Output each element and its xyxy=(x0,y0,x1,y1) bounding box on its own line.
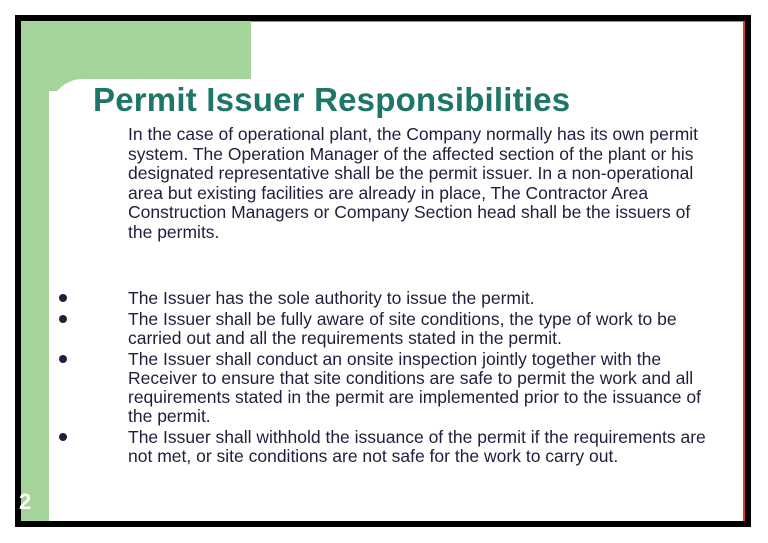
green-side-bar xyxy=(21,21,49,521)
bullet-list xyxy=(51,289,715,468)
bullet-item xyxy=(51,310,715,348)
bullet-icon xyxy=(59,355,67,363)
bullet-text: The Issuer shall withhold the issuance of the permit if the requirements are not met, or site conditions are not safe for the work to carry out. xyxy=(128,427,706,466)
red-border-top xyxy=(251,21,745,22)
bullet-text: The Issuer shall conduct an onsite inspection jointly together with the Receiver to ensure that site conditions are safe to permit the work and all requirements stated in the permit are implemented prior to the issuance of the permit. xyxy=(128,349,701,426)
slide xyxy=(21,21,745,521)
bullet-icon xyxy=(59,433,67,441)
bullet-text: The Issuer shall be fully aware of site conditions, the type of work to be carried out and all the requirements stated in the permit. xyxy=(128,309,677,348)
page-number: 2 xyxy=(19,489,32,514)
bullet-item xyxy=(51,350,715,426)
bullet-item xyxy=(51,428,715,466)
slide-title: Permit Issuer Responsibilities xyxy=(93,81,571,118)
bullet-icon xyxy=(59,294,67,302)
bullet-text: The Issuer has the sole authority to issue the permit. xyxy=(128,288,535,308)
bullet-icon xyxy=(59,315,67,323)
red-border-right xyxy=(743,21,745,521)
intro-paragraph: In the case of operational plant, the Company normally has its own permit system. The Operation Manager of the affected section of the plant or his designated representative shall be the permit issuer. In a non-operational area but existing facilities are already in place, The Contractor Area Construction Managers or Company Section head shall be the issuers of the permits. xyxy=(128,124,699,242)
bullet-item xyxy=(51,289,715,308)
